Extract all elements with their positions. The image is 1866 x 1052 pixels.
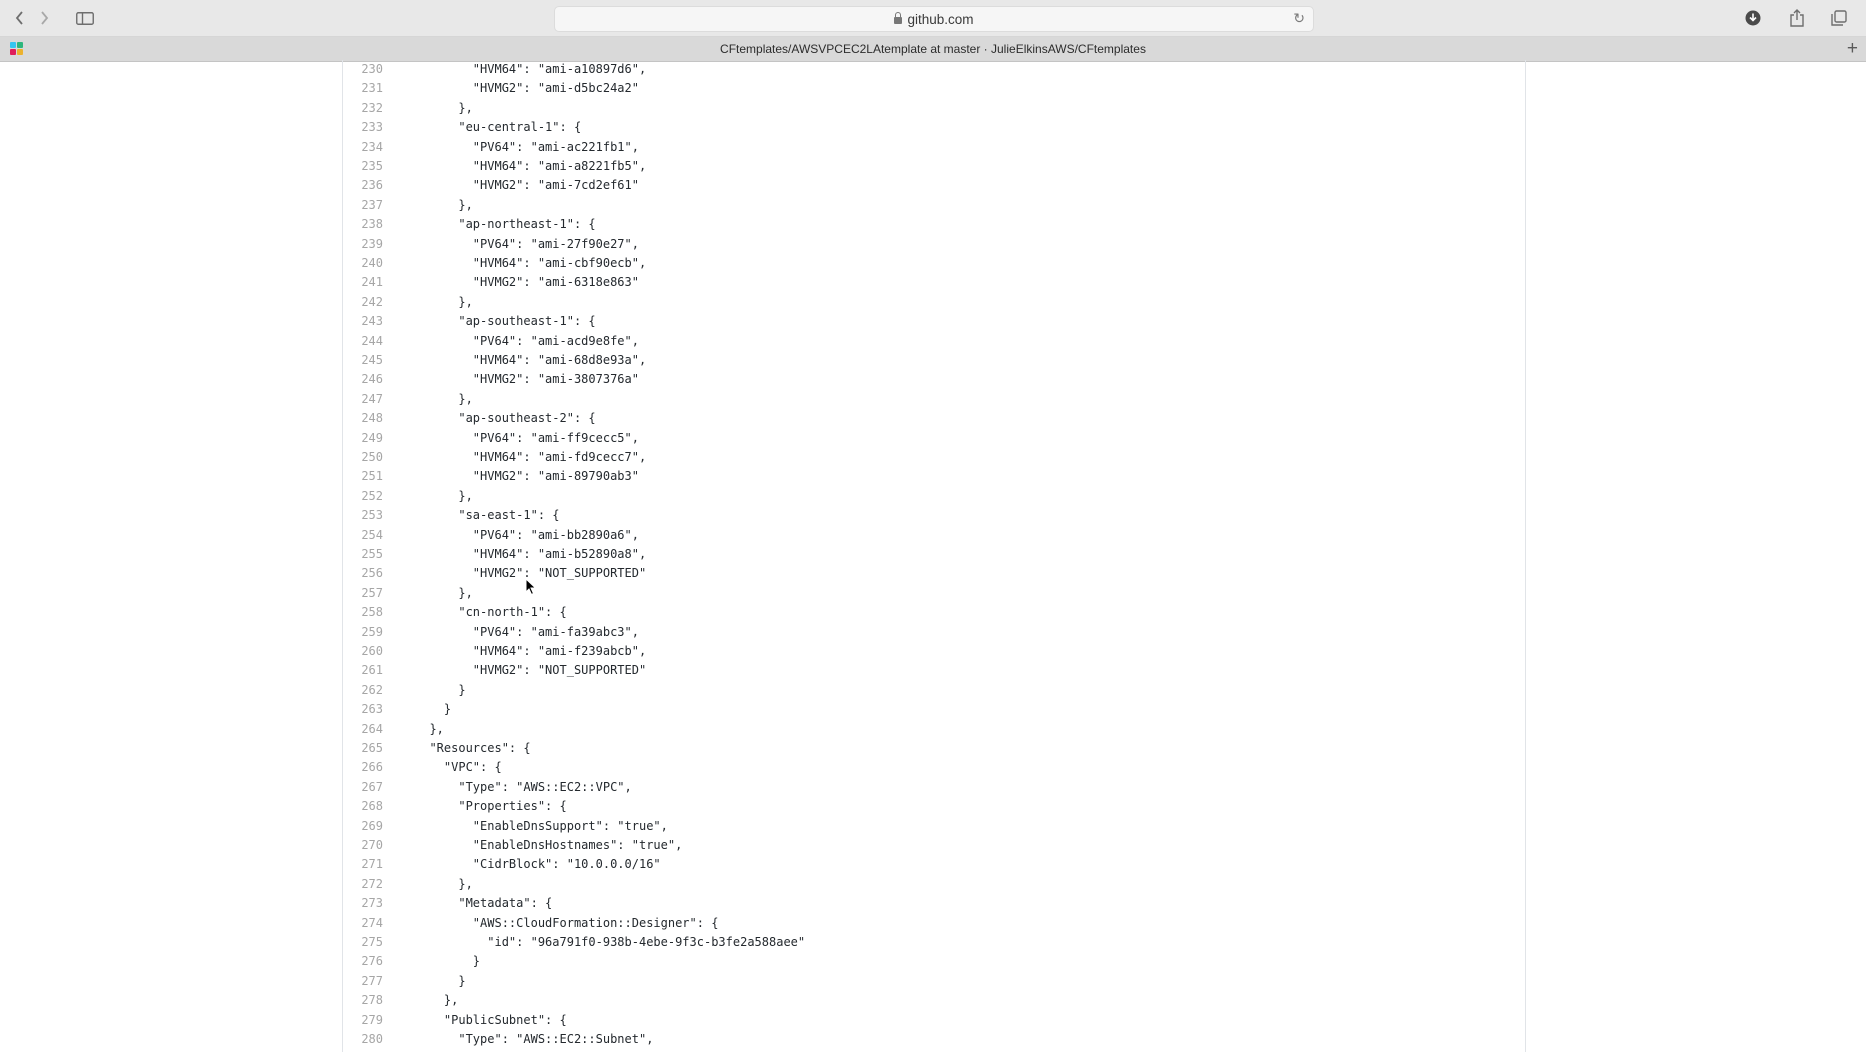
code-text: "HVMG2": "NOT_SUPPORTED" — [415, 566, 647, 581]
line-number[interactable]: 270 — [361, 838, 383, 852]
code-text: "HVM64": "ami-b52890a8", — [415, 547, 647, 561]
code-text: }, — [415, 585, 473, 600]
line-number[interactable]: 242 — [361, 294, 383, 309]
code-text: "HVM64": "ami-f239abcb", — [415, 644, 647, 658]
code-line — [343, 60, 1525, 79]
code-line — [343, 933, 1525, 952]
code-text: "Resources": { — [415, 741, 531, 755]
sidebar-icon — [76, 12, 94, 25]
code-line — [343, 429, 1525, 448]
code-line — [343, 138, 1525, 157]
line-number[interactable]: 274 — [361, 915, 383, 930]
code-line — [343, 79, 1525, 98]
line-number[interactable]: 250 — [361, 450, 383, 464]
code-line — [343, 720, 1525, 739]
code-line — [343, 758, 1525, 777]
code-line — [343, 409, 1525, 428]
line-number[interactable]: 238 — [361, 217, 383, 232]
line-number[interactable]: 278 — [361, 993, 383, 1008]
code-text: "CidrBlock": "10.0.0.0/16" — [415, 857, 661, 872]
code-line — [343, 506, 1525, 525]
code-text: }, — [415, 993, 459, 1008]
tab-bar — [0, 37, 1866, 62]
code-text: "eu-central-1": { — [415, 120, 582, 135]
line-number[interactable]: 236 — [361, 178, 383, 193]
code-text: "HVMG2": "ami-d5bc24a2" — [415, 81, 639, 96]
download-button[interactable] — [1740, 8, 1766, 28]
code-line — [343, 603, 1525, 622]
code-line — [343, 1030, 1525, 1049]
code-line — [343, 390, 1525, 409]
line-number[interactable]: 240 — [361, 256, 383, 270]
line-number[interactable]: 275 — [361, 935, 383, 949]
line-number[interactable]: 235 — [361, 159, 383, 173]
code-line — [343, 176, 1525, 195]
line-number[interactable]: 264 — [361, 721, 383, 736]
code-text: "HVM64": "ami-68d8e93a", — [415, 353, 647, 367]
code-text: "Type": "AWS::EC2::VPC", — [415, 779, 632, 794]
lock-icon — [894, 17, 902, 24]
line-number[interactable]: 265 — [361, 741, 383, 755]
code-text: "HVMG2": "ami-89790ab3" — [415, 469, 639, 484]
line-number[interactable]: 233 — [361, 120, 383, 135]
line-number[interactable]: 276 — [361, 954, 383, 969]
code-text: "HVM64": "ami-a8221fb5", — [415, 159, 647, 173]
code-text: "EnableDnsSupport": "true", — [415, 818, 668, 833]
code-text: "HVM64": "ami-cbf90ecb", — [415, 256, 647, 270]
line-number[interactable]: 269 — [361, 818, 383, 833]
code-text: "EnableDnsHostnames": "true", — [415, 838, 683, 852]
address-url: github.com — [907, 11, 974, 27]
plus-icon[interactable]: + — [1846, 38, 1858, 59]
code-line — [343, 797, 1525, 816]
line-number[interactable]: 263 — [361, 702, 383, 717]
code-line — [343, 351, 1525, 370]
line-number[interactable]: 255 — [361, 547, 383, 561]
code-text: } — [415, 682, 466, 697]
code-text: }, — [415, 876, 473, 891]
code-line — [343, 526, 1525, 545]
code-line — [343, 312, 1525, 331]
code-text: "ap-northeast-1": { — [415, 217, 596, 232]
code-line — [343, 817, 1525, 836]
reload-icon[interactable]: ↻ — [1293, 10, 1305, 26]
code-line — [343, 370, 1525, 389]
line-number[interactable]: 249 — [361, 430, 383, 445]
browser-toolbar — [0, 0, 1866, 37]
line-number[interactable]: 259 — [361, 624, 383, 639]
code-line — [343, 855, 1525, 874]
code-text: "Properties": { — [415, 799, 567, 814]
code-text: }, — [415, 197, 473, 212]
code-text: "ap-southeast-2": { — [415, 411, 596, 426]
code-line — [343, 681, 1525, 700]
line-number[interactable]: 273 — [361, 896, 383, 911]
code-text: "HVM64": "ami-fd9cecc7", — [415, 450, 647, 464]
line-number[interactable]: 244 — [361, 333, 383, 348]
code-line — [343, 564, 1525, 583]
code-line — [343, 467, 1525, 486]
code-text: "HVM64": "ami-a10897d6", — [415, 62, 647, 76]
chevron-left-icon — [15, 11, 25, 25]
code-line — [343, 875, 1525, 894]
line-number[interactable]: 248 — [361, 411, 383, 426]
code-line — [343, 215, 1525, 234]
line-number[interactable]: 258 — [361, 605, 383, 620]
line-number[interactable]: 254 — [361, 527, 383, 542]
sidebar-button[interactable] — [72, 8, 98, 28]
line-number[interactable]: 260 — [361, 644, 383, 658]
forward-button[interactable] — [34, 8, 54, 28]
code-line — [343, 778, 1525, 797]
code-line — [343, 273, 1525, 292]
code-line — [343, 700, 1525, 719]
code-text: "PV64": "ami-bb2890a6", — [415, 527, 639, 542]
line-number[interactable]: 272 — [361, 876, 383, 891]
line-number[interactable]: 261 — [361, 663, 383, 678]
line-number[interactable]: 266 — [361, 760, 383, 775]
code-line — [343, 487, 1525, 506]
code-text: }, — [415, 488, 473, 503]
line-number[interactable]: 234 — [361, 139, 383, 154]
code-line — [343, 448, 1525, 467]
code-line — [343, 836, 1525, 855]
page-content — [0, 62, 1866, 1050]
code-text: } — [415, 973, 466, 988]
code-text: } — [415, 954, 481, 969]
code-line — [343, 293, 1525, 312]
code-text: "ap-southeast-1": { — [415, 314, 596, 329]
code-line — [343, 661, 1525, 680]
code-text: }, — [415, 100, 473, 115]
line-number[interactable]: 252 — [361, 488, 383, 503]
code-line — [343, 739, 1525, 758]
code-text: "HVMG2": "ami-6318e863" — [415, 275, 639, 290]
code-text: "sa-east-1": { — [415, 508, 560, 523]
code-text: "HVMG2": "ami-3807376a" — [415, 372, 639, 387]
code-line — [343, 584, 1525, 603]
line-number[interactable]: 243 — [361, 314, 383, 329]
line-number[interactable]: 230 — [361, 62, 383, 76]
line-number[interactable]: 279 — [361, 1012, 383, 1027]
line-number[interactable]: 247 — [361, 391, 383, 406]
code-text: "AWS::CloudFormation::Designer": { — [415, 915, 719, 930]
code-line — [343, 235, 1525, 254]
code-text: "Metadata": { — [415, 896, 553, 911]
code-text: "PV64": "ami-acd9e8fe", — [415, 333, 639, 348]
code-line — [343, 157, 1525, 176]
code-text: "PV64": "ami-fa39abc3", — [415, 624, 639, 639]
code-line — [343, 99, 1525, 118]
code-line — [343, 1011, 1525, 1030]
code-line — [343, 991, 1525, 1010]
line-number[interactable]: 231 — [361, 81, 383, 96]
code-line — [343, 642, 1525, 661]
chevron-right-icon — [39, 11, 49, 25]
line-number[interactable]: 267 — [361, 779, 383, 794]
line-number[interactable]: 232 — [361, 100, 383, 115]
line-number[interactable]: 239 — [361, 236, 383, 251]
code-line — [343, 196, 1525, 215]
code-text: }, — [415, 721, 444, 736]
tabs-overview-icon — [1831, 10, 1847, 26]
code-text: } — [415, 702, 452, 717]
code-line — [343, 332, 1525, 351]
code-text: "PV64": "ami-ac221fb1", — [415, 139, 639, 154]
code-line — [343, 952, 1525, 971]
code-viewer — [342, 60, 1526, 1052]
line-number[interactable]: 246 — [361, 372, 383, 387]
code-text: "HVMG2": "NOT_SUPPORTED" — [415, 663, 647, 678]
code-text: }, — [415, 294, 473, 309]
line-number[interactable]: 277 — [361, 973, 383, 988]
line-number[interactable]: 271 — [361, 857, 383, 872]
tabs-overview-button[interactable] — [1826, 8, 1852, 28]
code-text: "PV64": "ami-27f90e27", — [415, 236, 639, 251]
line-number[interactable]: 241 — [361, 275, 383, 290]
share-button[interactable] — [1784, 8, 1810, 28]
code-text: "PV64": "ami-ff9cecc5", — [415, 430, 639, 445]
back-button[interactable] — [10, 8, 30, 28]
code-text: "Type": "AWS::EC2::Subnet", — [415, 1032, 654, 1046]
code-text: "id": "96a791f0-938b-4ebe-9f3c-b3fe2a588aee" — [415, 935, 806, 949]
line-number[interactable]: 237 — [361, 197, 383, 212]
line-number[interactable]: 280 — [361, 1032, 383, 1046]
code-text: }, — [415, 391, 473, 406]
code-text: "VPC": { — [415, 760, 502, 775]
line-number[interactable]: 245 — [361, 353, 383, 367]
code-line — [343, 914, 1525, 933]
line-number[interactable]: 257 — [361, 585, 383, 600]
line-number[interactable]: 262 — [361, 682, 383, 697]
code-text: "HVMG2": "ami-7cd2ef61" — [415, 178, 639, 193]
code-line — [343, 623, 1525, 642]
line-number[interactable]: 268 — [361, 799, 383, 814]
code-line — [343, 972, 1525, 991]
code-text: "cn-north-1": { — [415, 605, 567, 620]
download-icon — [1745, 10, 1761, 26]
code-line — [343, 254, 1525, 273]
line-number[interactable]: 256 — [361, 566, 383, 581]
line-number[interactable]: 251 — [361, 469, 383, 484]
code-line — [343, 545, 1525, 564]
code-line — [343, 894, 1525, 913]
line-number[interactable]: 253 — [361, 508, 383, 523]
share-icon — [1789, 9, 1805, 27]
code-line — [343, 118, 1525, 137]
address-bar[interactable] — [554, 6, 1314, 32]
code-text: "PublicSubnet": { — [415, 1012, 567, 1027]
tab-title[interactable]: CFtemplates/AWSVPCEC2LAtemplate at master · JulieElkinsAWS/CFtemplates — [720, 42, 1146, 56]
